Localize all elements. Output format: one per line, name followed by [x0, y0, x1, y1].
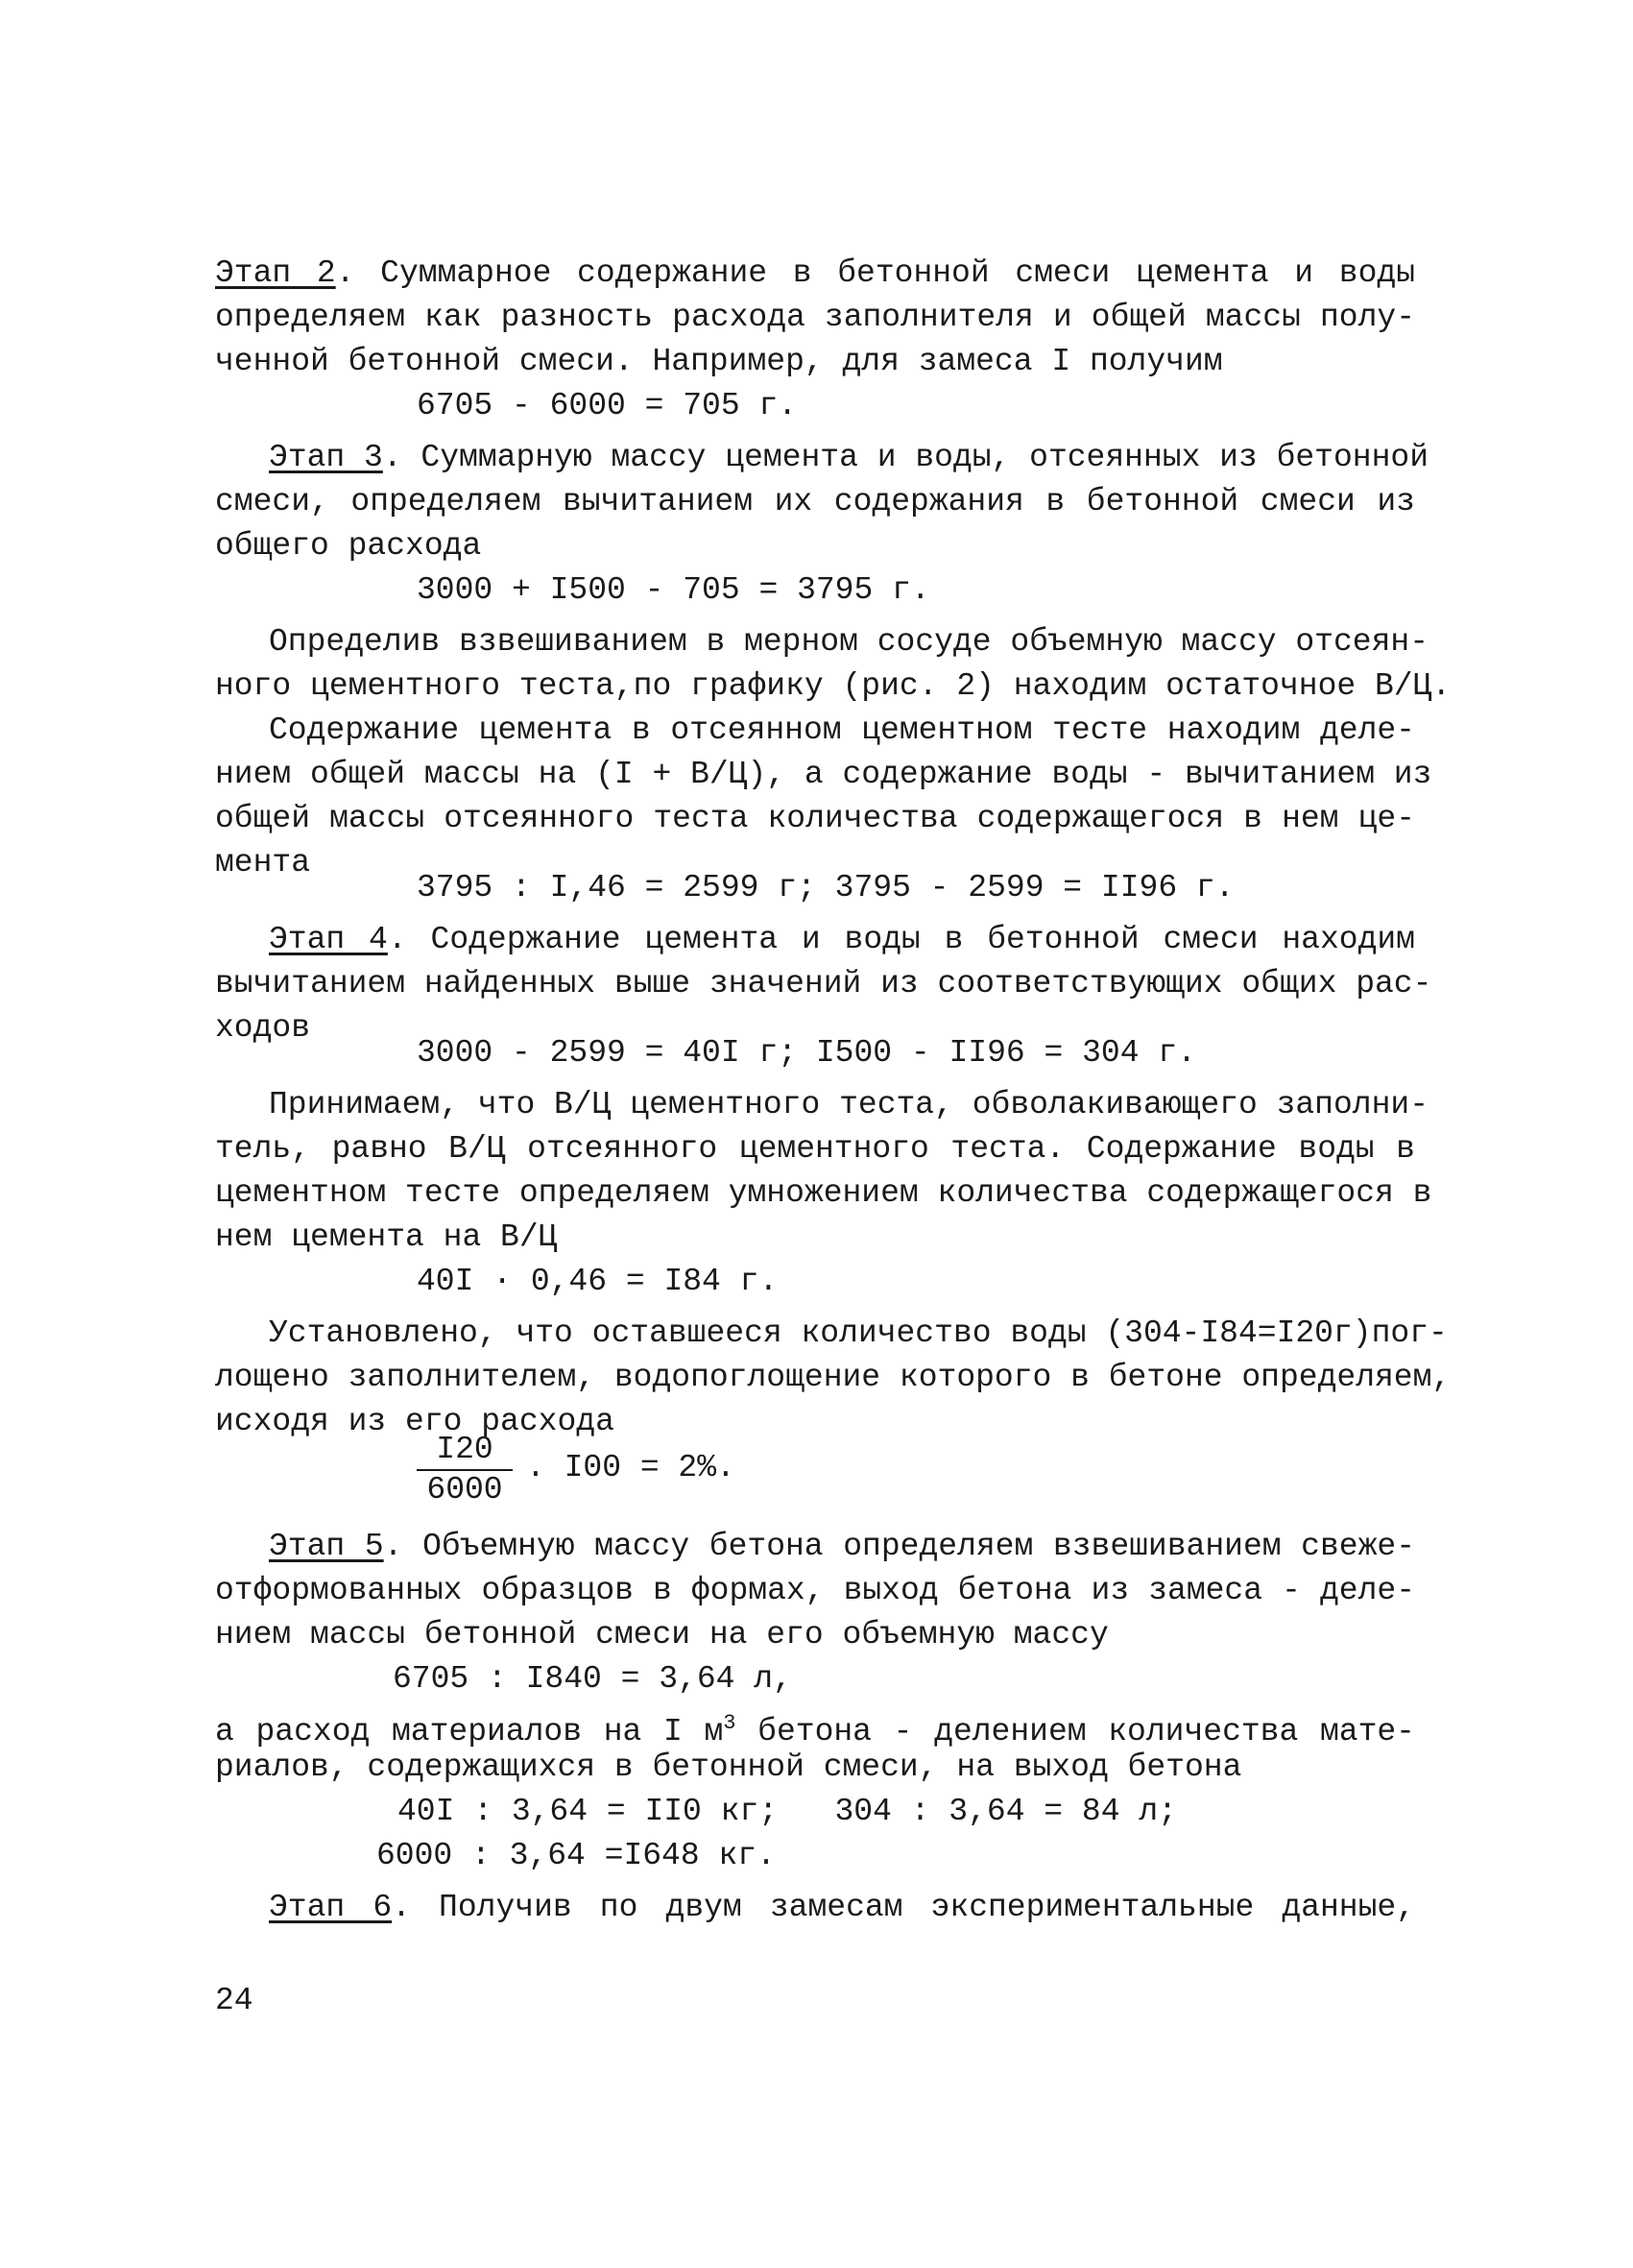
text-line: Этап 2. Суммарное содержание в бетонной смеси цемента и воды	[215, 255, 1415, 291]
equation: 3000 + I500 - 705 = 3795 г.	[417, 572, 930, 608]
stage-label: Этап 6	[269, 1890, 393, 1925]
text-line: лощено заполнителем, водопоглощение которого в бетоне определяем,	[215, 1360, 1452, 1395]
text-line: мента	[215, 845, 311, 881]
text-line: Принимаем, что В/Ц цементного теста, обволакивающего заполни-	[269, 1087, 1429, 1122]
text-line: нем цемента на В/Ц	[215, 1219, 558, 1255]
equation: 6705 : I840 = 3,64 л,	[393, 1661, 792, 1697]
text-line: ченной бетонной смеси. Например, для замеса I получим	[215, 344, 1223, 379]
text-line: общего расхода	[215, 528, 482, 564]
text-line: нием общей массы на (I + В/Ц), а содержание воды - вычитанием из	[215, 757, 1432, 792]
equation: 6705 - 6000 = 705 г.	[417, 388, 798, 423]
text-line: отформованных образцов в формах, выход бетона из замеса - деле-	[215, 1573, 1415, 1608]
fraction	[417, 1431, 513, 1509]
text-line: ного цементного теста,по графику (рис. 2) находим остаточное В/Ц.	[215, 668, 1452, 704]
text-line: риалов, содержащихся в бетонной смеси, на выход бетона	[215, 1749, 1242, 1785]
text-line: Содержание цемента в отсеянном цементном тесте находим деле-	[269, 712, 1415, 748]
text-line: а расход материалов на I $м^3$ бетона - делением количества мате-	[215, 1711, 1415, 1749]
text-line: вычитанием найденных выше значений из соответствующих общих рас-	[215, 966, 1432, 1001]
stage-label: Этап 2	[215, 255, 336, 291]
text-line: определяем как разность расхода заполнителя и общей массы полу-	[215, 300, 1415, 335]
text-line: исходя из его расхода	[215, 1404, 614, 1439]
equation: . I00 = 2%.	[526, 1450, 735, 1485]
stage-label: Этап 5	[269, 1529, 384, 1564]
text-line: Установлено, что оставшееся количество воды (304-I84=I20г)пог-	[269, 1315, 1448, 1351]
fraction-numerator: I20	[417, 1431, 513, 1471]
text-line: Этап 4. Содержание цемента и воды в бетонной смеси находим	[269, 922, 1415, 957]
text-line: Этап 6. Получив по двум замесам экспериментальные данные,	[269, 1890, 1415, 1925]
text-line: Этап 3. Суммарную массу цемента и воды, отсеянных из бетонной	[269, 440, 1429, 475]
stage-label: Этап 4	[269, 922, 388, 957]
stage-label: Этап 3	[269, 440, 383, 475]
text-line: тель, равно В/Ц отсеянного цементного теста. Содержание воды в	[215, 1131, 1415, 1167]
text-line: общей массы отсеянного теста количества содержащегося в нем це-	[215, 801, 1415, 836]
equation: 3795 : I,46 = 2599 г; 3795 - 2599 = II96 г.	[417, 870, 1235, 905]
page-number: 24	[215, 1983, 253, 2018]
equation: 3000 - 2599 = 40I г; I500 - II96 = 304 г.	[417, 1035, 1196, 1071]
equation: 40I : 3,64 = II0 кг; 304 : 3,64 = 84 л;	[397, 1794, 1177, 1829]
equation: 6000 : 3,64 =I648 кг.	[376, 1838, 776, 1873]
fraction-denominator: 6000	[426, 1472, 503, 1508]
text-line: ходов	[215, 1010, 311, 1046]
text-line: Определив взвешиванием в мерном сосуде объемную массу отсеян-	[269, 624, 1429, 660]
text-line: цементном тесте определяем умножением количества содержащегося в	[215, 1175, 1432, 1211]
text-line: нием массы бетонной смеси на его объемную массу	[215, 1617, 1109, 1653]
equation: 40I · 0,46 = I84 г.	[417, 1264, 779, 1299]
text-line: Этап 5. Объемную массу бетона определяем взвешиванием свеже-	[269, 1529, 1415, 1564]
text-line: смеси, определяем вычитанием их содержания в бетонной смеси из	[215, 484, 1415, 519]
